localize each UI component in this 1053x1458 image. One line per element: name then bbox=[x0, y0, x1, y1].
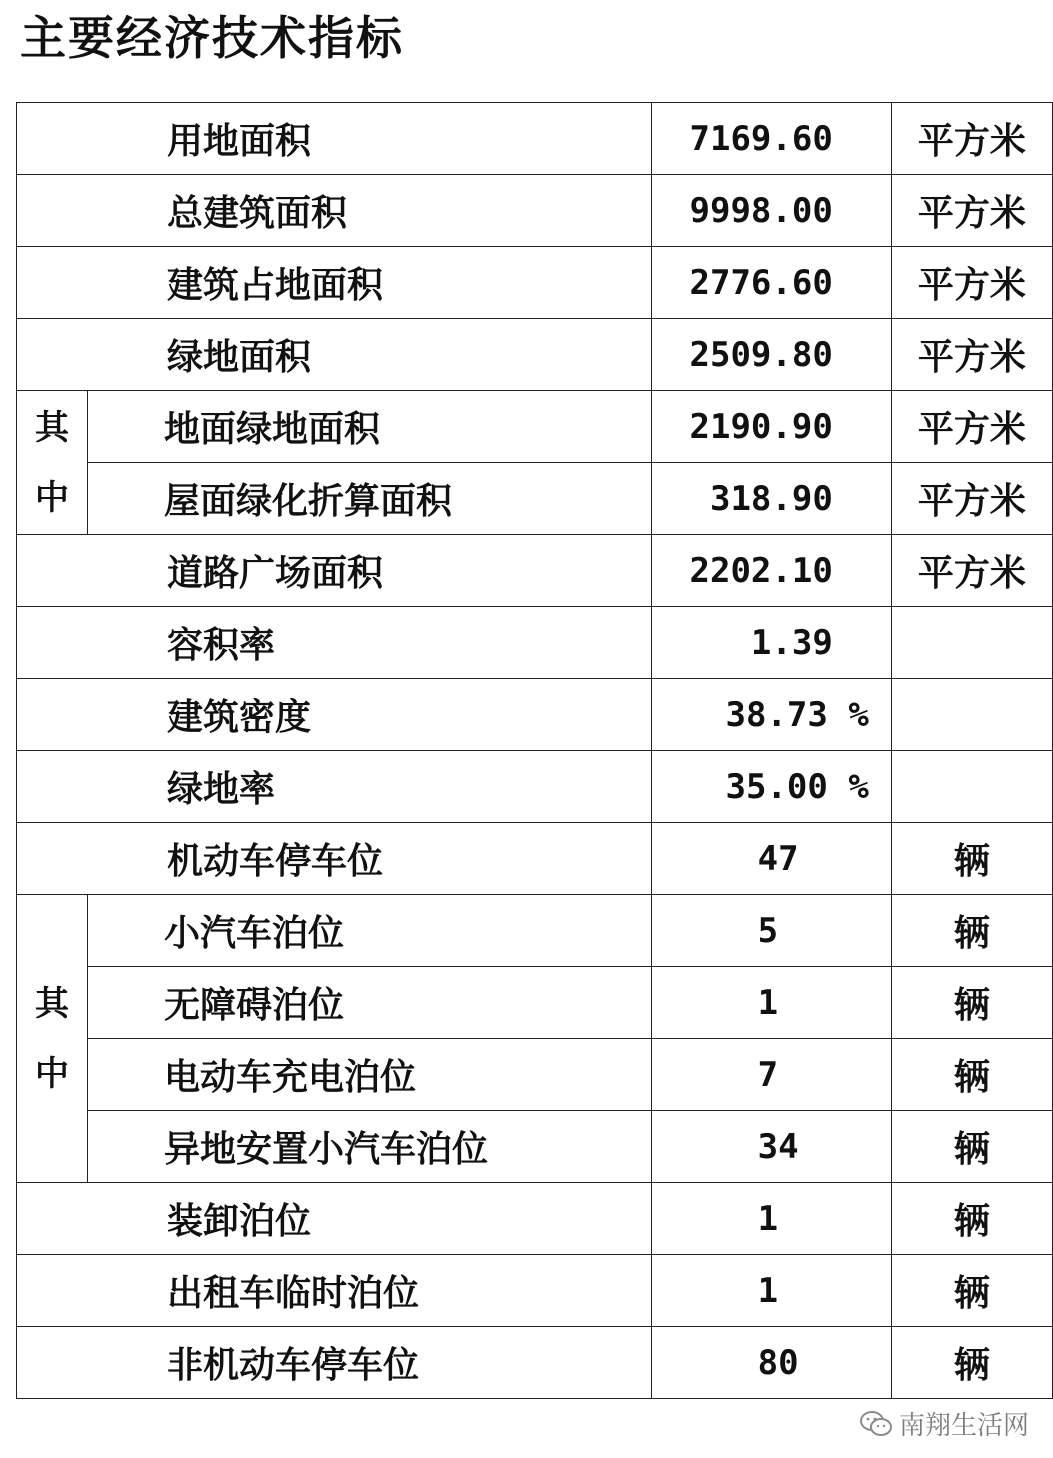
indicator-value: 1 bbox=[651, 1255, 891, 1327]
indicator-unit: 平方米 bbox=[891, 535, 1052, 607]
indicator-name: 建筑密度 bbox=[17, 679, 652, 751]
table-row bbox=[17, 535, 1053, 607]
indicator-unit: 辆 bbox=[891, 1183, 1052, 1255]
table-row bbox=[17, 1327, 1053, 1399]
indicator-unit: 平方米 bbox=[891, 319, 1052, 391]
table-row bbox=[17, 391, 1053, 463]
indicator-name: 绿地面积 bbox=[17, 319, 652, 391]
indicator-name: 屋面绿化折算面积 bbox=[87, 463, 651, 535]
indicator-name: 小汽车泊位 bbox=[87, 895, 651, 967]
indicator-value: 2509.80 bbox=[651, 319, 891, 391]
indicator-value: 35.00 % bbox=[651, 751, 891, 823]
table-row bbox=[17, 175, 1053, 247]
indicator-unit: 辆 bbox=[891, 1255, 1052, 1327]
table-row bbox=[17, 895, 1053, 967]
table-row bbox=[17, 1039, 1053, 1111]
indicator-name: 道路广场面积 bbox=[17, 535, 652, 607]
indicator-unit: 平方米 bbox=[891, 463, 1052, 535]
indicator-name: 地面绿地面积 bbox=[87, 391, 651, 463]
indicator-unit bbox=[891, 751, 1052, 823]
indicator-value: 9998.00 bbox=[651, 175, 891, 247]
indicator-name: 无障碍泊位 bbox=[87, 967, 651, 1039]
indicator-name: 电动车充电泊位 bbox=[87, 1039, 651, 1111]
indicator-value: 5 bbox=[651, 895, 891, 967]
group-label: 其 中 bbox=[17, 391, 88, 535]
indicator-name: 绿地率 bbox=[17, 751, 652, 823]
group-label: 其 中 bbox=[17, 895, 88, 1183]
table-row bbox=[17, 823, 1053, 895]
indicator-name: 建筑占地面积 bbox=[17, 247, 652, 319]
indicator-value: 2776.60 bbox=[651, 247, 891, 319]
indicator-unit: 平方米 bbox=[891, 103, 1052, 175]
table-row bbox=[17, 967, 1053, 1039]
indicator-unit: 辆 bbox=[891, 1327, 1052, 1399]
indicator-unit bbox=[891, 607, 1052, 679]
indicators-table bbox=[16, 102, 1053, 1399]
indicator-unit: 平方米 bbox=[891, 391, 1052, 463]
indicator-unit: 辆 bbox=[891, 967, 1052, 1039]
table-row bbox=[17, 1255, 1053, 1327]
table-row bbox=[17, 679, 1053, 751]
watermark-text: 南翔生活网 bbox=[898, 1411, 1029, 1441]
indicator-value: 38.73 % bbox=[651, 679, 891, 751]
indicator-name: 容积率 bbox=[17, 607, 652, 679]
indicator-unit: 平方米 bbox=[891, 247, 1052, 319]
table-row bbox=[17, 1183, 1053, 1255]
indicator-value: 7 bbox=[651, 1039, 891, 1111]
table-row bbox=[17, 319, 1053, 391]
table-row bbox=[17, 463, 1053, 535]
indicator-unit: 辆 bbox=[891, 1039, 1052, 1111]
table-row bbox=[17, 103, 1053, 175]
indicator-value: 47 bbox=[651, 823, 891, 895]
indicator-value: 80 bbox=[651, 1327, 891, 1399]
table-row bbox=[17, 247, 1053, 319]
page-title: 主要经济技术指标 bbox=[20, 11, 404, 65]
indicator-value: 34 bbox=[651, 1111, 891, 1183]
indicator-name: 总建筑面积 bbox=[17, 175, 652, 247]
indicator-value: 2202.10 bbox=[651, 535, 891, 607]
indicator-value: 1 bbox=[651, 967, 891, 1039]
indicator-name: 异地安置小汽车泊位 bbox=[87, 1111, 651, 1183]
indicator-unit: 辆 bbox=[891, 1111, 1052, 1183]
indicator-name: 用地面积 bbox=[17, 103, 652, 175]
indicator-unit: 辆 bbox=[891, 823, 1052, 895]
indicator-name: 机动车停车位 bbox=[17, 823, 652, 895]
indicator-value: 1 bbox=[651, 1183, 891, 1255]
indicator-value: 2190.90 bbox=[651, 391, 891, 463]
indicator-value: 318.90 bbox=[651, 463, 891, 535]
indicator-name: 装卸泊位 bbox=[17, 1183, 652, 1255]
indicator-unit bbox=[891, 679, 1052, 751]
indicator-value: 7169.60 bbox=[651, 103, 891, 175]
indicator-unit: 平方米 bbox=[891, 175, 1052, 247]
table-row bbox=[17, 607, 1053, 679]
table-row bbox=[17, 751, 1053, 823]
watermark bbox=[859, 1405, 1029, 1442]
table-row bbox=[17, 1111, 1053, 1183]
wechat-icon bbox=[859, 1410, 893, 1438]
indicator-value: 1.39 bbox=[651, 607, 891, 679]
indicator-name: 出租车临时泊位 bbox=[17, 1255, 652, 1327]
indicator-name: 非机动车停车位 bbox=[17, 1327, 652, 1399]
indicator-unit: 辆 bbox=[891, 895, 1052, 967]
